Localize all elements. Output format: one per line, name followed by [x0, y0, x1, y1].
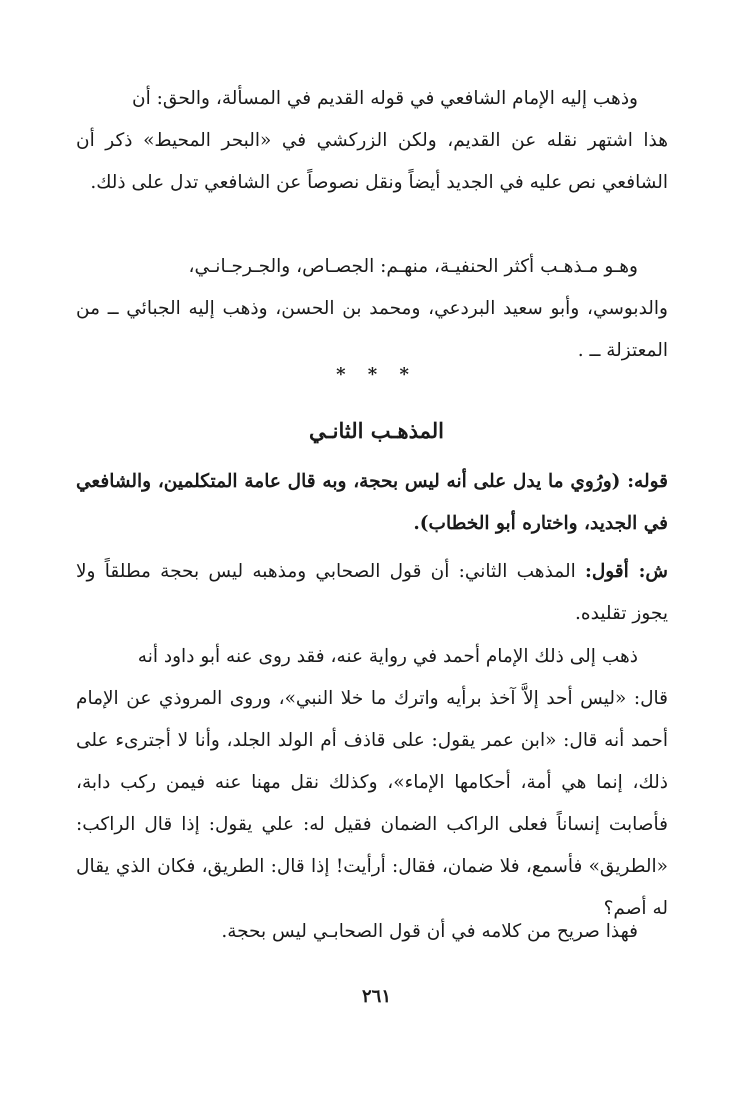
paragraph-body: هذا اشتهر نقله عن القديم، ولكن الزركشي في «البحر المحيط» ذكر أن الشافعي نص عليه في الجديد أيضاً ونقل نصوصاً عن الشافعي تدل على ذلك. — [76, 130, 668, 193]
paragraph-first-line: ذهب إلى ذلك الإمام أحمد في رواية عنه، فقد روى عنه أبو داود أنه — [137, 646, 638, 667]
paragraph-first-line: وذهب إليه الإمام الشافعي في قوله القديم في المسألة، والحق: أن — [132, 88, 638, 109]
page-number: ٢٦١ — [361, 986, 391, 1007]
commentary-label: ش: أقول: — [584, 561, 668, 582]
paragraph-imam-ahmad — [76, 636, 668, 930]
section-divider: * * * — [336, 364, 417, 385]
paragraph-shafii-old-opinion — [76, 78, 668, 204]
paragraph-commentary — [76, 551, 668, 635]
paragraph-first-line: وهـو مـذهـب أكثر الحنفيـة، منهـم: الجصـاص، والجـرجـانـي، — [188, 256, 638, 277]
quoted-matn: قوله: (ورُوي ما يدل على أنه ليس بحجة، وبه قال عامة المتكلمين، والشافعي في الجديد، واختاره أبو الخطاب). — [76, 471, 668, 534]
paragraph-conclusion: فهذا صريح من كلامه في أن قول الصحابـي ليس بحجة. — [221, 921, 638, 942]
paragraph-body: والدبوسي، وأبو سعيد البردعي، ومحمد بن الحسن، وذهب إليه الجبائي ــ من المعتزلة ــ . — [76, 298, 668, 361]
paragraph-body: المذهب الثاني: أن قول الصحابي ومذهبه ليس بحجة مطلقاً ولا يجوز تقليده. — [76, 561, 668, 624]
section-heading: المذهـب الثانـي — [308, 418, 445, 443]
paragraph-body: قال: «ليس أحد إلاَّ آخذ برأيه واترك ما خلا النبي»، وروى المروذي عن الإمام أحمد أنه قال: «ابن عمر يقول: على قاذف أم الولد الجلد، وأنا لا أجترىء على ذلك، إنما هي أمة، أحكامها الإماء»، وكذلك نقل مهنا عنه فيمن ركب دابة، فأصابت إنساناً فعلى الراكب الضمان فقيل له: علي يقول: إذا قال الراكب: «الطريق» فأسمع، فلا ضمان، فقال: أرأيت! إذا قال: الطريق، فكان الذي يقال له أصم؟ — [76, 688, 668, 919]
paragraph-hanafi-opinion — [76, 246, 668, 372]
